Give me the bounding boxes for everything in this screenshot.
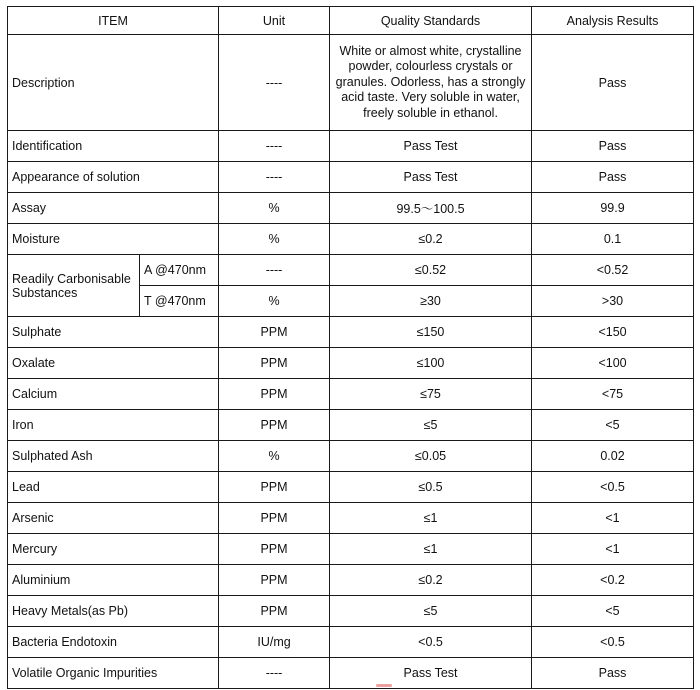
table-row	[8, 255, 694, 286]
item-cell: Sulphate	[8, 317, 219, 348]
unit-cell: %	[219, 286, 330, 317]
table-row	[8, 596, 694, 627]
unit-cell: PPM	[219, 317, 330, 348]
unit-cell: PPM	[219, 534, 330, 565]
result-cell: 0.1	[532, 224, 694, 255]
standard-cell: Pass Test	[330, 131, 532, 162]
item-cell: Mercury	[8, 534, 219, 565]
specification-table	[7, 6, 694, 689]
result-cell: 99.9	[532, 193, 694, 224]
item-cell: Appearance of solution	[8, 162, 219, 193]
standard-cell: ≤5	[330, 596, 532, 627]
result-cell: <100	[532, 348, 694, 379]
unit-cell: PPM	[219, 565, 330, 596]
table-row	[8, 224, 694, 255]
item-cell: Aluminium	[8, 565, 219, 596]
table-row	[8, 35, 694, 131]
header-quality-standards: Quality Standards	[330, 7, 532, 35]
item-cell: Oxalate	[8, 348, 219, 379]
standard-cell: ≥30	[330, 286, 532, 317]
item-cell: Assay	[8, 193, 219, 224]
unit-cell: PPM	[219, 472, 330, 503]
result-cell: <75	[532, 379, 694, 410]
result-cell: <0.52	[532, 255, 694, 286]
standard-cell: Pass Test	[330, 658, 532, 689]
standard-cell: ≤150	[330, 317, 532, 348]
standard-cell: ≤0.2	[330, 224, 532, 255]
result-cell: <0.2	[532, 565, 694, 596]
item-cell: Readily Carbonisable Substances	[8, 255, 140, 317]
item-cell: Sulphated Ash	[8, 441, 219, 472]
result-cell: Pass	[532, 131, 694, 162]
table-row	[8, 317, 694, 348]
item-cell: Bacteria Endotoxin	[8, 627, 219, 658]
result-cell: 0.02	[532, 441, 694, 472]
header-unit: Unit	[219, 7, 330, 35]
result-cell: <5	[532, 410, 694, 441]
result-cell: Pass	[532, 658, 694, 689]
unit-cell: ----	[219, 162, 330, 193]
sub-item-cell: T @470nm	[140, 286, 219, 317]
table-row	[8, 162, 694, 193]
unit-cell: PPM	[219, 503, 330, 534]
unit-cell: ----	[219, 35, 330, 131]
result-cell: <1	[532, 503, 694, 534]
item-cell: Identification	[8, 131, 219, 162]
unit-cell: %	[219, 441, 330, 472]
standard-cell: Pass Test	[330, 162, 532, 193]
result-cell: <5	[532, 596, 694, 627]
result-cell: Pass	[532, 162, 694, 193]
table-row	[8, 348, 694, 379]
item-cell: Calcium	[8, 379, 219, 410]
unit-cell: ----	[219, 255, 330, 286]
item-cell: Volatile Organic Impurities	[8, 658, 219, 689]
unit-cell: ----	[219, 131, 330, 162]
standard-cell: White or almost white, crystalline powder, colourless crystals or granules. Odorless, has a strongly acid taste. Very soluble in water, freely soluble in ethanol.	[330, 35, 532, 131]
unit-cell: %	[219, 224, 330, 255]
table-row	[8, 627, 694, 658]
result-cell: <1	[532, 534, 694, 565]
table-row	[8, 503, 694, 534]
result-cell: <150	[532, 317, 694, 348]
table-row	[8, 472, 694, 503]
unit-cell: IU/mg	[219, 627, 330, 658]
unit-cell: PPM	[219, 410, 330, 441]
result-cell: <0.5	[532, 627, 694, 658]
item-cell: Iron	[8, 410, 219, 441]
standard-cell: 99.5～100.5	[330, 193, 532, 224]
table-row	[8, 193, 694, 224]
item-cell: Arsenic	[8, 503, 219, 534]
sub-item-cell: A @470nm	[140, 255, 219, 286]
table-row	[8, 410, 694, 441]
standard-cell: ≤0.5	[330, 472, 532, 503]
table-row	[8, 131, 694, 162]
standard-cell: ≤1	[330, 534, 532, 565]
standard-cell: ≤0.2	[330, 565, 532, 596]
result-cell: <0.5	[532, 472, 694, 503]
standard-cell: ≤5	[330, 410, 532, 441]
table-row	[8, 379, 694, 410]
header-analysis-results: Analysis Results	[532, 7, 694, 35]
result-cell: >30	[532, 286, 694, 317]
header-item: ITEM	[8, 7, 219, 35]
stamp-mark	[376, 684, 392, 687]
unit-cell: ----	[219, 658, 330, 689]
standard-cell: <0.5	[330, 627, 532, 658]
item-cell: Heavy Metals(as Pb)	[8, 596, 219, 627]
item-cell: Moisture	[8, 224, 219, 255]
item-cell: Description	[8, 35, 219, 131]
header-row	[8, 7, 694, 35]
standard-cell: ≤100	[330, 348, 532, 379]
unit-cell: PPM	[219, 596, 330, 627]
unit-cell: PPM	[219, 348, 330, 379]
standard-cell: ≤1	[330, 503, 532, 534]
unit-cell: PPM	[219, 379, 330, 410]
item-cell: Lead	[8, 472, 219, 503]
standard-cell: ≤0.52	[330, 255, 532, 286]
standard-cell: ≤0.05	[330, 441, 532, 472]
table-row	[8, 534, 694, 565]
standard-cell: ≤75	[330, 379, 532, 410]
table-row	[8, 441, 694, 472]
result-cell: Pass	[532, 35, 694, 131]
table-row	[8, 658, 694, 689]
table-row	[8, 565, 694, 596]
unit-cell: %	[219, 193, 330, 224]
